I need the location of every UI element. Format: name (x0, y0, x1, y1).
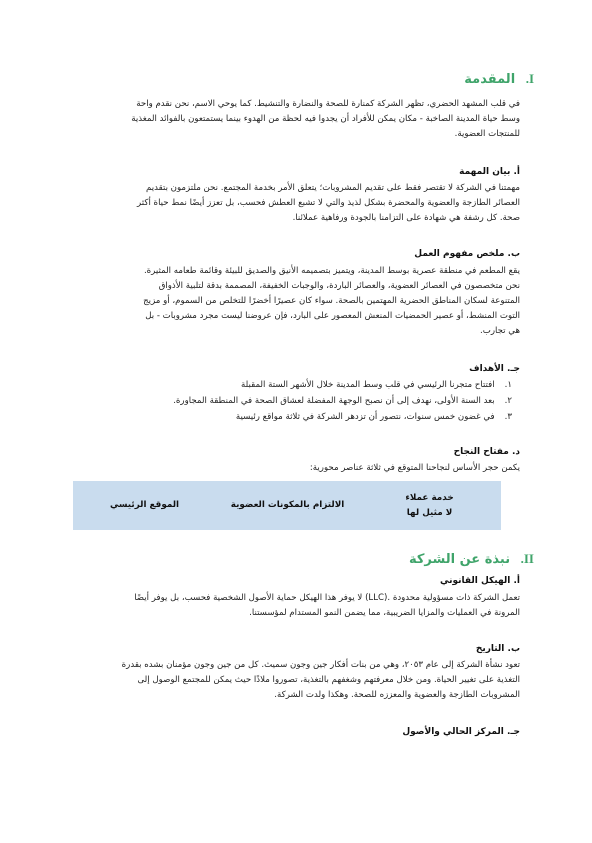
mission-line: صحة. كل رشفة هي شهادة على التزامنا بالجودة ورفاهية عملائنا. (292, 213, 520, 223)
section-2-heading (409, 551, 534, 567)
key-box-customer-service: خدمة عملاء لا مثيل لها (358, 481, 501, 530)
legal-line: تعمل الشركة ذات مسؤولية محدودة .(LLC) لا يوفر هذا الهيكل حماية الأصول الشخصية فحسب، بل يوفر أيضًا (134, 593, 520, 603)
concept-heading: ب. ملخص مفهوم العمل (414, 249, 520, 259)
history-heading: ب. التاريخ (475, 644, 520, 654)
intro-line: للمنتجات العضوية. (454, 129, 520, 139)
section-1-title: المقدمة (464, 72, 516, 87)
mission-line: العصائر الطازجة والعضوية والمحضرة بشكل لذيذ والتي لا تشبع العطش فحسب، بل تعزز أيضًا نمط حياة أكثر (137, 198, 520, 208)
goal-number: ٣. (504, 412, 512, 422)
concept-line: هي تجارب. (480, 326, 520, 336)
goal-item (241, 380, 512, 390)
goal-number: ٢. (504, 396, 512, 406)
mission-line: مهمتنا في الشركة لا تقتصر فقط على تقديم المشروبات؛ يتعلق الأمر بخدمة المجتمع. نحن ملتزمون بتقديم (146, 183, 520, 193)
legal-heading: أ. الهيكل القانوني (440, 576, 520, 586)
key-box-organic: الالتزام بالمكونات العضوية (216, 481, 359, 530)
goal-item (236, 412, 512, 422)
section-1-heading (464, 71, 534, 87)
legal-paragraph (74, 591, 520, 621)
concept-line: يقع المطعم في منطقة عصرية بوسط المدينة، ويتميز بتصميمه الأنيق والصديق للبيئة وقائمة طعامه المثيرة. (143, 266, 520, 276)
section-2-title: نبذة عن الشركة (408, 552, 511, 567)
key-box-location: الموقع الرئيسي (73, 481, 216, 530)
concept-paragraph (74, 264, 520, 339)
keys-heading: د. مفتاح النجاح (453, 447, 520, 457)
goal-text: في غضون خمس سنوات، نتصور أن تزدهر الشركة في ثلاثة مواقع رئيسية (235, 412, 495, 422)
goal-text: بعد السنة الأولى، نهدف إلى أن نصبح الوجهة المفضلة لعشاق الصحة في المنطقة المجاورة. (173, 396, 495, 406)
history-line: التغذية على تغيير الحياة. ومن خلال معرفتهم وشغفهم بالتغذية، تصوروا ملاذًا حيث يمكن للمجتمع الوصول إلى (137, 675, 520, 685)
mission-paragraph (74, 181, 520, 226)
concept-line: المتنوعة لسكان المناطق الحضرية المهتمين بالصحة. سواء كان عصيرًا أخضرًا للتخلص من السموم، أو مزيج (143, 296, 520, 306)
section-1-number: I. (525, 71, 534, 86)
intro-paragraph (74, 97, 520, 142)
history-line: تعود نشأة الشركة إلى عام ٢٠٥٣، وهي من بنات أفكار جين وجون سميث. كل من جين وجون مؤمنان بشده بقدرة (121, 660, 520, 670)
intro-line: في قلب المشهد الحضري، تظهر الشركة كمنارة للصحة والنضارة والتنشيط. كما يوحي الاسم، نحن نقدم واحة (136, 99, 520, 109)
goal-text: افتتاح متجرنا الرئيسي في قلب وسط المدينة خلال الأشهر الستة المقبلة (241, 380, 495, 390)
goals-heading: جـ. الأهداف (469, 364, 520, 374)
keys-intro: يكمن حجر الأساس لنجاحنا المتوقع في ثلاثة عناصر محورية: (309, 463, 520, 473)
history-line: المشروبات الطازجة والعضوية والمعززه للصحة. وهكذا ولدت الشركة. (274, 690, 520, 700)
goal-number: ١. (504, 380, 512, 390)
legal-line: المرونة في العمليات والمزايا الضريبية، مما يضمن النمو المستدام لمؤسستنا. (249, 608, 520, 618)
section-2-number: II. (520, 551, 534, 566)
position-heading: جـ. المركز الحالي والأصول (402, 727, 520, 737)
intro-line: وسط حياة المدينة الصاخبة - مكان يمكن للأفراد أن يجدوا فيه لحظة من الهدوء بينما يستمتعون بالفوائد المغذية (131, 114, 520, 124)
mission-heading: أ. بيان المهمة (459, 167, 520, 177)
concept-line: التوت المنشط، أو عصير الحمضيات المنعش المعصور على البارد، فإن عروضنا ليست مجرد مشروبات - بل (145, 311, 520, 321)
history-paragraph (74, 658, 520, 703)
goal-item (173, 396, 512, 406)
concept-line: نحن متخصصون في العصائر العضوية، والعصائر الباردة، والوجبات الخفيفة، المصممة بدقة لتلبية الأذواق (158, 281, 520, 291)
